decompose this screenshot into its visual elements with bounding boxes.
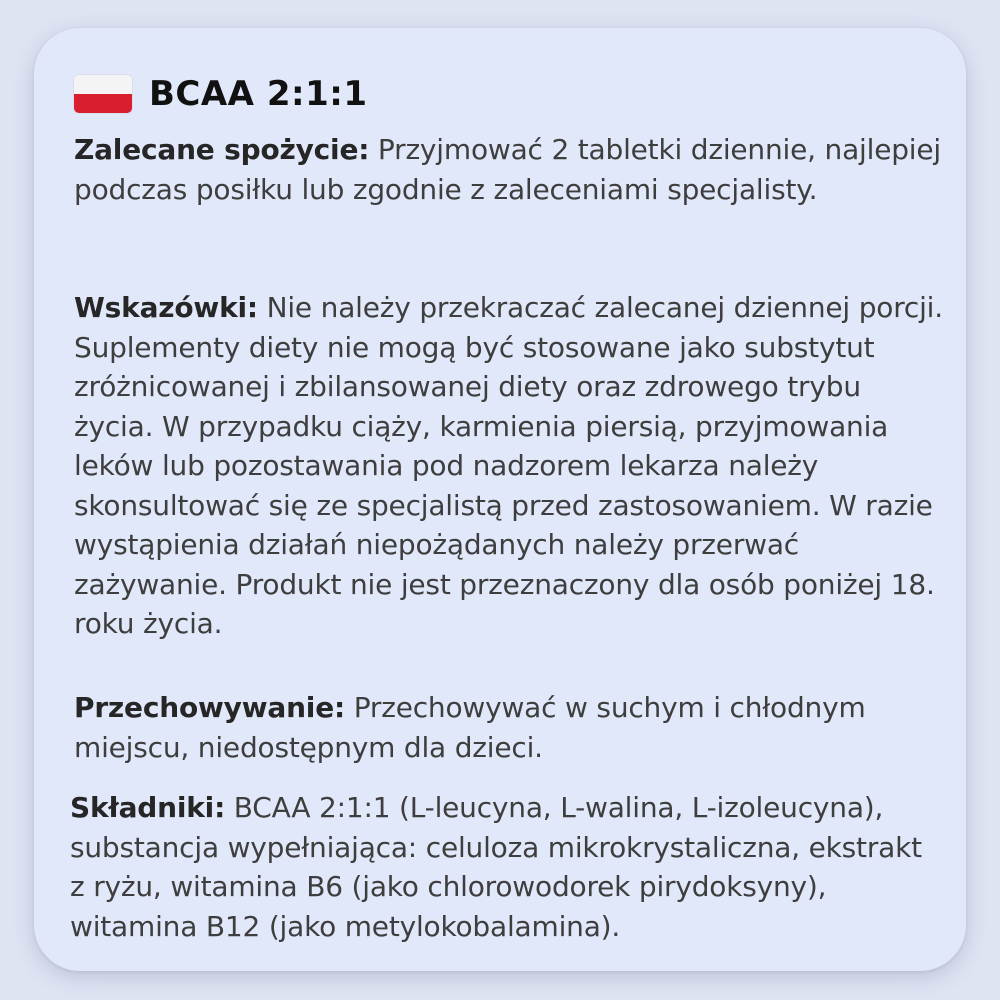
info-card [34, 28, 966, 971]
ingredients-text: BCAA 2:1:1 (L-leucyna, L-walina, L-izoleucyna), substancja wypełniająca: celuloza mikrokrystaliczna, ekstrakt z ryżu, witamina B6 (jako chlorowodorek pirydoksyny), witamina B12 (jako metylokobalamina). [70, 791, 922, 943]
tips-text: Nie należy przekraczać zalecanej dziennej porcji. Suplementy diety nie mogą być stosowane jako substytut zróżnicowanej i zbilansowanej diety oraz zdrowego trybu życia. W przypadku ciąży, karmienia piersią, przyjmowania leków lub pozostawania pod nadzorem lekarza należy skonsultować się ze specjalistą przed zastosowaniem. W razie wystąpienia działań niepożądanych należy przerwać zażywanie. Produkt nie jest przeznaczony dla osób poniżej 18. roku życia. [74, 291, 943, 640]
card-header [74, 74, 368, 114]
ingredients-label: Składniki: [70, 791, 226, 824]
storage-text: Przechowywać w suchym i chłodnym miejscu, niedostępnym dla dzieci. [74, 691, 866, 764]
storage-section [74, 688, 944, 767]
ingredients-section [70, 788, 940, 946]
product-title: BCAA 2:1:1 [149, 74, 368, 114]
tips-label: Wskazówki: [74, 291, 258, 324]
flag-white-stripe [74, 75, 132, 94]
usage-label: Zalecane spożycie: [74, 133, 370, 166]
usage-section [74, 130, 944, 209]
storage-label: Przechowywanie: [74, 691, 345, 724]
poland-flag-icon [74, 75, 132, 113]
flag-red-stripe [74, 94, 132, 113]
usage-text: Przyjmować 2 tabletki dziennie, najlepiej podczas posiłku lub zgodnie z zaleceniami specjalisty. [74, 133, 941, 206]
tips-section [74, 288, 944, 644]
